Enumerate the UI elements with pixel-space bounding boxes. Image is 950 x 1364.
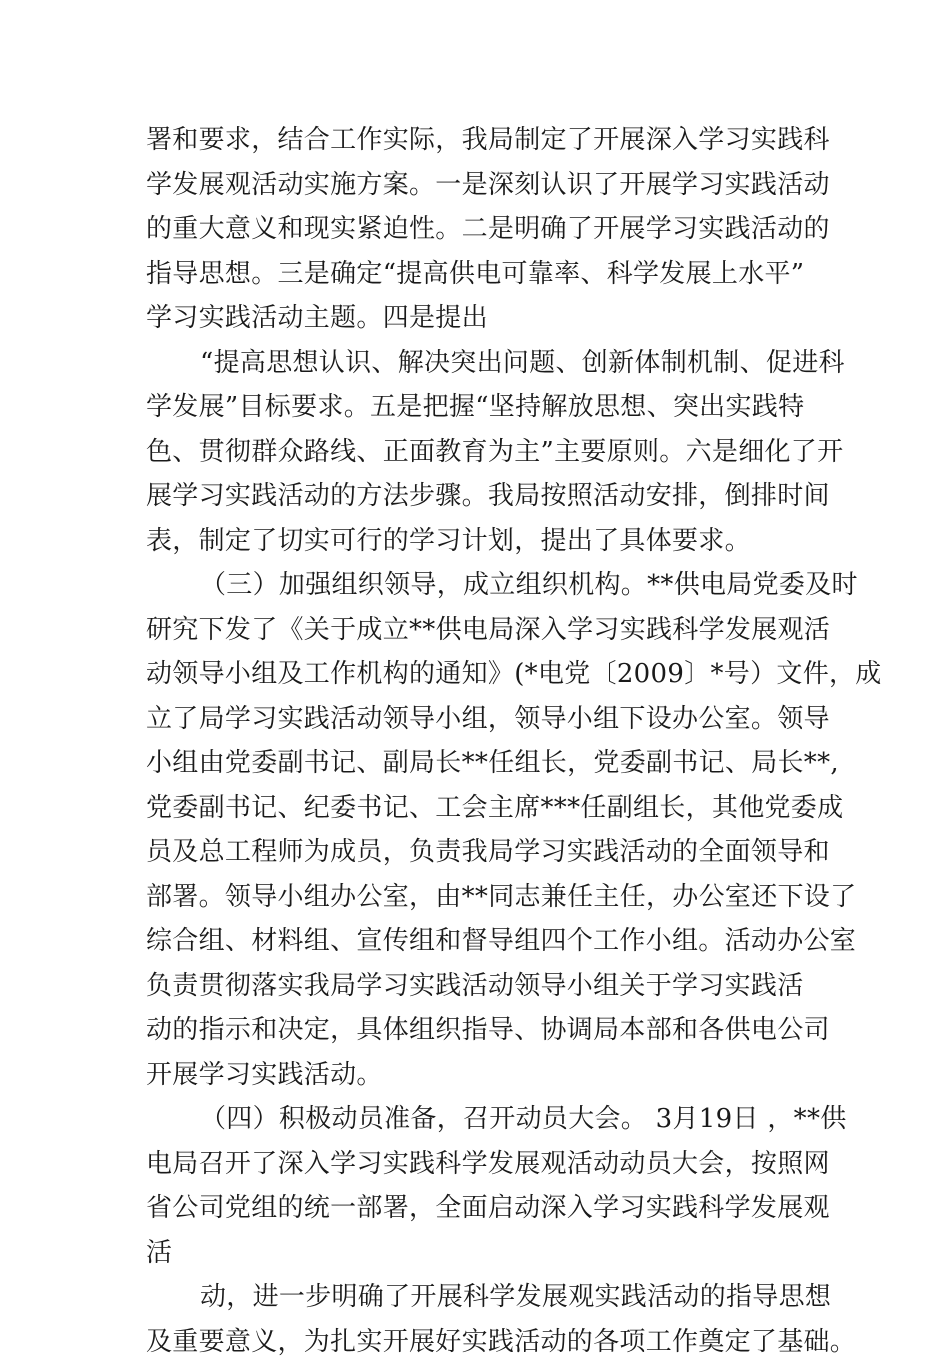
text-line: 活 (146, 1231, 836, 1276)
text-line: 党委副书记、纪委书记、工会主席***任副组长，其他党委成 (146, 786, 836, 831)
text-line: 动，进一步明确了开展科学发展观实践活动的指导思想 (146, 1275, 836, 1320)
text-line: 省公司党组的统一部署，全面启动深入学习实践科学发展观 (146, 1186, 836, 1231)
text-line: 电局召开了深入学习实践科学发展观活动动员大会，按照网 (146, 1142, 836, 1187)
text-line: “提高思想认识、解决突出问题、创新体制机制、促进科 (146, 341, 836, 386)
text-line: 综合组、材料组、宣传组和督导组四个工作小组。活动办公室 (146, 919, 836, 964)
text-line: 立了局学习实践活动领导小组，领导小组下设办公室。领导 (146, 697, 836, 742)
text-line: 动领导小组及工作机构的通知》(*电党〔2009〕*号）文件，成 (146, 652, 836, 697)
text-line: 学习实践活动主题。四是提出 (146, 296, 836, 341)
text-line: （四）积极动员准备，召开动员大会。 3月19日 ，**供 (146, 1097, 836, 1142)
text-line: 署和要求，结合工作实际，我局制定了开展深入学习实践科 (146, 118, 836, 163)
text-line: 指导思想。三是确定“提高供电可靠率、科学发展上水平” (146, 252, 836, 297)
text-line: 及重要意义，为扎实开展好实践活动的各项工作奠定了基础。 (146, 1320, 836, 1364)
text-line: 学发展观活动实施方案。一是深刻认识了开展学习实践活动 (146, 163, 836, 208)
text-line: 学发展”目标要求。五是把握“坚持解放思想、突出实践特 (146, 385, 836, 430)
document-body (146, 118, 836, 1364)
text-line: 部署。领导小组办公室，由**同志兼任主任，办公室还下设了 (146, 875, 836, 920)
text-line: 动的指示和决定，具体组织指导、协调局本部和各供电公司 (146, 1008, 836, 1053)
text-line: 开展学习实践活动。 (146, 1053, 836, 1098)
text-line: 色、贯彻群众路线、正面教育为主”主要原则。六是细化了开 (146, 430, 836, 475)
text-line: 员及总工程师为成员，负责我局学习实践活动的全面领导和 (146, 830, 836, 875)
text-line: 小组由党委副书记、副局长**任组长，党委副书记、局长**, (146, 741, 836, 786)
text-line: 研究下发了《关于成立**供电局深入学习实践科学发展观活 (146, 608, 836, 653)
text-line: （三）加强组织领导，成立组织机构。**供电局党委及时 (146, 563, 836, 608)
text-line: 展学习实践活动的方法步骤。我局按照活动安排，倒排时间 (146, 474, 836, 519)
text-line: 表，制定了切实可行的学习计划，提出了具体要求。 (146, 519, 836, 564)
text-line: 负责贯彻落实我局学习实践活动领导小组关于学习实践活 (146, 964, 836, 1009)
text-line: 的重大意义和现实紧迫性。二是明确了开展学习实践活动的 (146, 207, 836, 252)
